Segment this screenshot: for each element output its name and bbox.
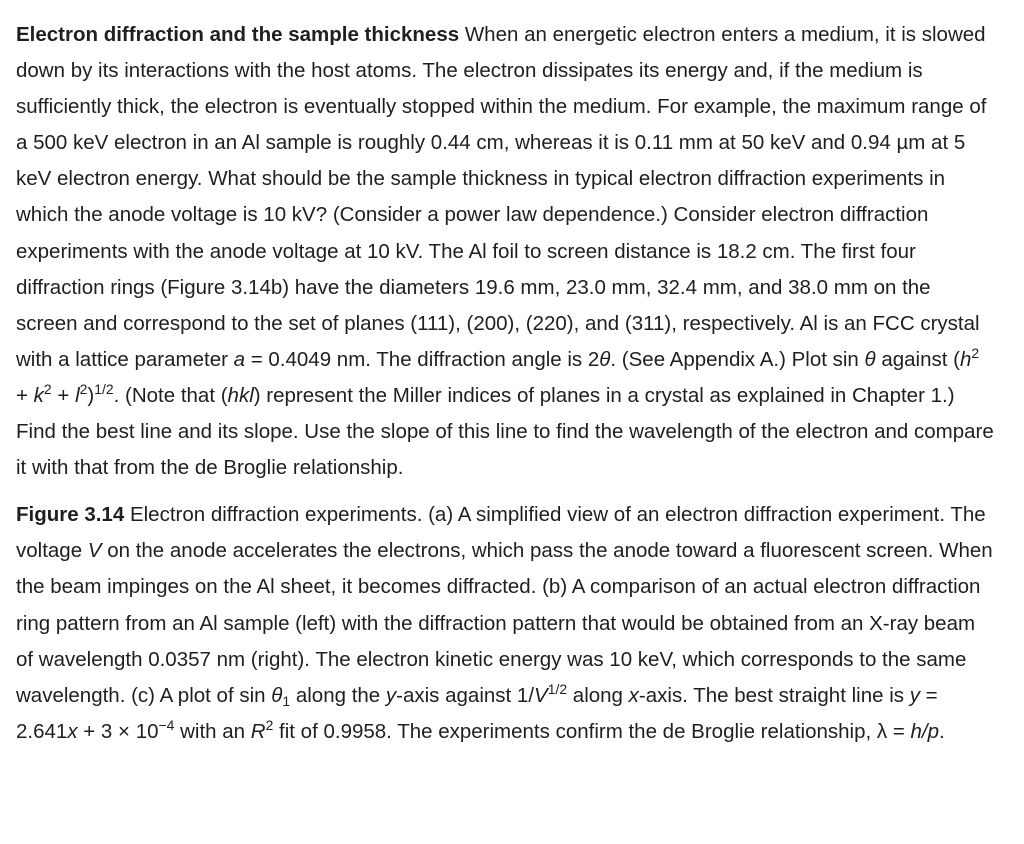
theta-symbol: θ	[864, 347, 876, 371]
square-superscript: 2	[971, 345, 980, 362]
square-superscript: 2	[79, 381, 88, 398]
y-axis-symbol: y	[385, 683, 397, 707]
theta-subscript: 1	[282, 692, 291, 709]
voltage-symbol: V	[534, 683, 548, 707]
figure-caption	[16, 497, 994, 750]
r-squared-symbol: R	[250, 719, 266, 743]
miller-h-symbol: h	[959, 347, 972, 371]
miller-k-symbol: k	[33, 383, 44, 407]
problem-text: . (See Appendix A.) Plot sin	[610, 347, 865, 371]
problem-text: When an energetic electron enters a medium, it is slowed down by its interactions with the host atoms. The electron dissipates its energy and, if the medium is sufficiently thick, the electron is eventually stopped within the medium. For example, the maximum range of a 500 keV electron in an Al sample is roughly 0.44 cm, whereas it is 0.11 mm at 50 keV and 0.94 µm at 5 keV electron energy. What should be the sample thickness in typical electron diffraction experiments in which the anode voltage is 10 kV? (Consider a power law dependence.) Consider electron diffraction experiments with the anode voltage at 10 kV. The Al foil to screen distance is 18.2 cm. The first four diffraction rings (Figure 3.14b) have the diameters 19.6 mm, 23.0 mm, 32.4 mm, and 38.0 mm on the screen and correspond to the set of planes (111), (200), (220), and (311), respectively. Al is an FCC crystal with a lattice parameter	[16, 23, 987, 371]
voltage-symbol: V	[87, 539, 102, 563]
lattice-parameter-symbol: a	[233, 347, 246, 371]
square-superscript: 2	[265, 717, 274, 734]
caption-text: along the	[290, 683, 386, 707]
caption-text: .	[939, 719, 945, 743]
problem-text: against (	[875, 347, 960, 371]
exponent-superscript: −4	[158, 717, 175, 734]
miller-l-symbol: l	[75, 383, 80, 407]
caption-text: fit of 0.9958. The experiments confirm the de Broglie relationship, λ =	[273, 719, 911, 743]
problem-paragraph	[16, 17, 994, 486]
equation-y-symbol: y	[909, 683, 920, 707]
square-superscript: 2	[43, 381, 52, 398]
caption-text: Electron diffraction experiments. (a) A simplified view of an electron diffraction experiment. The voltage	[16, 503, 986, 563]
half-power-superscript: 1/2	[547, 681, 568, 698]
half-power-superscript: 1/2	[94, 381, 114, 398]
problem-text: . (Note that (	[113, 383, 228, 407]
problem-text: = 0.4049 nm. The diffraction angle is 2	[245, 347, 600, 371]
theta-symbol: θ	[599, 347, 611, 371]
plus-sign: +	[16, 383, 34, 407]
hkl-symbol: hkl	[227, 383, 254, 407]
caption-text: on the anode accelerates the electrons, which pass the anode toward a fluorescent screen. When the beam impinges on the Al sheet, it becomes diffracted. (b) A comparison of an actual electron diffraction ring pattern from an Al sample (left) with the diffraction pattern that would be obtained from an X-ray beam of wavelength 0.0357 nm (right). The electron kinetic energy was 10 keV, which corresponds to the same wavelength. (c) A plot of sin	[16, 539, 993, 707]
plus-sign: +	[51, 383, 76, 407]
caption-text: = 2.641	[16, 683, 938, 743]
caption-text: -axis against 1/	[396, 683, 535, 707]
caption-text: -axis. The best straight line is	[638, 683, 910, 707]
problem-text: ) represent the Miller indices of planes in a crystal as explained in Chapter 1.) Find the best line and its slope. Use the slope of this line to find the wavelength of the electron and compare it with that from the de Broglie relationship.	[16, 383, 994, 480]
equation-x-symbol: x	[67, 719, 78, 743]
caption-text: with an	[174, 719, 251, 743]
caption-text: + 3 × 10	[77, 719, 159, 743]
caption-text: along	[567, 683, 629, 707]
theta-symbol: θ	[271, 683, 283, 707]
x-axis-symbol: x	[628, 683, 639, 707]
problem-heading: Electron diffraction and the sample thickness	[16, 23, 460, 46]
figure-label: Figure 3.14	[16, 503, 125, 527]
close-paren: )	[87, 383, 95, 407]
de-broglie-ratio: h/p	[910, 719, 940, 743]
